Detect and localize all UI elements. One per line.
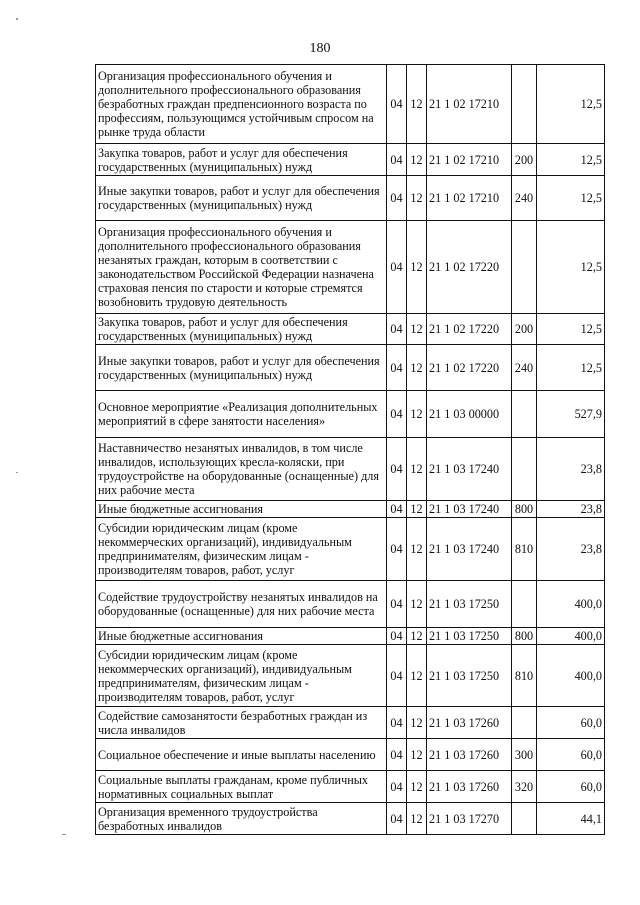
table-row — [96, 221, 605, 314]
row-subsection: 12 — [407, 645, 427, 707]
row-expense-type — [512, 707, 537, 739]
row-target-code: 21 1 03 17240 — [427, 501, 512, 518]
table-row — [96, 628, 605, 645]
row-expense-type: 320 — [512, 771, 537, 803]
row-subsection: 12 — [407, 345, 427, 391]
scan-mark-top — [16, 18, 18, 20]
row-section: 04 — [387, 221, 407, 314]
row-target-code: 21 1 03 17250 — [427, 581, 512, 628]
row-section: 04 — [387, 707, 407, 739]
row-sum: 23,8 — [537, 438, 605, 501]
table-row — [96, 645, 605, 707]
row-target-code: 21 1 02 17220 — [427, 314, 512, 345]
row-subsection: 12 — [407, 176, 427, 221]
row-sum: 12,5 — [537, 65, 605, 144]
row-sum: 44,1 — [537, 803, 605, 835]
row-target-code: 21 1 03 17250 — [427, 628, 512, 645]
row-expense-type: 240 — [512, 345, 537, 391]
scan-mark-bottom — [62, 834, 66, 835]
row-sum: 23,8 — [537, 518, 605, 581]
row-name: Организация профессионального обучения и дополнительного профессионального образования безработных граждан предпенсионного возраста по профессиям, пользующимся устойчивым спросом на рынке труда области — [96, 65, 387, 144]
row-expense-type — [512, 581, 537, 628]
row-target-code: 21 1 02 17220 — [427, 345, 512, 391]
row-subsection: 12 — [407, 707, 427, 739]
row-name: Иные закупки товаров, работ и услуг для обеспечения государственных (муниципальных) нужд — [96, 176, 387, 221]
row-section: 04 — [387, 645, 407, 707]
row-target-code: 21 1 03 17250 — [427, 645, 512, 707]
row-target-code: 21 1 02 17210 — [427, 144, 512, 176]
row-section: 04 — [387, 144, 407, 176]
row-subsection: 12 — [407, 739, 427, 771]
table-row — [96, 438, 605, 501]
row-name: Субсидии юридическим лицам (кроме некоммерческих организаций), индивидуальным предпринимателям, физическим лицам - производителям товаров, работ, услуг — [96, 645, 387, 707]
row-section: 04 — [387, 518, 407, 581]
row-expense-type — [512, 65, 537, 144]
row-section: 04 — [387, 628, 407, 645]
row-subsection: 12 — [407, 771, 427, 803]
row-target-code: 21 1 02 17210 — [427, 176, 512, 221]
row-sum: 12,5 — [537, 144, 605, 176]
row-name: Социальные выплаты гражданам, кроме публичных нормативных социальных выплат — [96, 771, 387, 803]
row-section: 04 — [387, 345, 407, 391]
row-name: Иные бюджетные ассигнования — [96, 501, 387, 518]
row-sum: 60,0 — [537, 739, 605, 771]
row-subsection: 12 — [407, 391, 427, 438]
row-expense-type: 200 — [512, 314, 537, 345]
row-name: Социальное обеспечение и иные выплаты населению — [96, 739, 387, 771]
table-row — [96, 65, 605, 144]
row-subsection: 12 — [407, 581, 427, 628]
row-target-code: 21 1 03 17260 — [427, 771, 512, 803]
row-sum: 527,9 — [537, 391, 605, 438]
row-expense-type — [512, 221, 537, 314]
row-name: Основное мероприятие «Реализация дополнительных мероприятий в сфере занятости населения» — [96, 391, 387, 438]
row-section: 04 — [387, 65, 407, 144]
row-expense-type: 800 — [512, 501, 537, 518]
row-name: Содействие трудоустройству незанятых инвалидов на оборудованные (оснащенные) для них рабочие места — [96, 581, 387, 628]
row-section: 04 — [387, 771, 407, 803]
row-name: Содействие самозанятости безработных граждан из числа инвалидов — [96, 707, 387, 739]
row-subsection: 12 — [407, 518, 427, 581]
row-sum: 60,0 — [537, 707, 605, 739]
row-target-code: 21 1 03 00000 — [427, 391, 512, 438]
scan-mark-middle — [16, 472, 18, 473]
budget-table — [95, 64, 605, 835]
table-row — [96, 518, 605, 581]
row-target-code: 21 1 02 17210 — [427, 65, 512, 144]
table-row — [96, 391, 605, 438]
row-sum: 12,5 — [537, 176, 605, 221]
row-subsection: 12 — [407, 314, 427, 345]
row-target-code: 21 1 03 17270 — [427, 803, 512, 835]
row-subsection: 12 — [407, 221, 427, 314]
row-subsection: 12 — [407, 628, 427, 645]
row-target-code: 21 1 03 17260 — [427, 707, 512, 739]
table-row — [96, 176, 605, 221]
row-target-code: 21 1 03 17240 — [427, 438, 512, 501]
row-section: 04 — [387, 391, 407, 438]
row-name: Организация профессионального обучения и дополнительного профессионального образования незанятых граждан, которым в соответствии с законодательством Российской Федерации назначена страховая пенсия по старости и которые стремятся возобновить трудовую деятельность — [96, 221, 387, 314]
row-sum: 12,5 — [537, 221, 605, 314]
row-sum: 23,8 — [537, 501, 605, 518]
table-row — [96, 707, 605, 739]
row-sum: 12,5 — [537, 314, 605, 345]
row-sum: 12,5 — [537, 345, 605, 391]
row-expense-type: 200 — [512, 144, 537, 176]
row-name: Наставничество незанятых инвалидов, в том числе инвалидов, использующих кресла-коляски, при трудоустройстве на оборудованные (оснащенные) для них рабочие места — [96, 438, 387, 501]
row-target-code: 21 1 03 17240 — [427, 518, 512, 581]
row-name: Закупка товаров, работ и услуг для обеспечения государственных (муниципальных) нужд — [96, 144, 387, 176]
row-expense-type: 800 — [512, 628, 537, 645]
table-row — [96, 501, 605, 518]
row-name: Субсидии юридическим лицам (кроме некоммерческих организаций), индивидуальным предпринимателям, физическим лицам - производителям товаров, работ, услуг — [96, 518, 387, 581]
row-expense-type: 240 — [512, 176, 537, 221]
row-expense-type — [512, 438, 537, 501]
page-number: 180 — [309, 41, 331, 56]
table-row — [96, 803, 605, 835]
row-name: Иные бюджетные ассигнования — [96, 628, 387, 645]
row-expense-type — [512, 391, 537, 438]
row-name: Закупка товаров, работ и услуг для обеспечения государственных (муниципальных) нужд — [96, 314, 387, 345]
table-row — [96, 581, 605, 628]
row-section: 04 — [387, 581, 407, 628]
row-sum: 400,0 — [537, 628, 605, 645]
row-section: 04 — [387, 739, 407, 771]
row-sum: 60,0 — [537, 771, 605, 803]
table-row — [96, 345, 605, 391]
table-row — [96, 144, 605, 176]
row-expense-type: 810 — [512, 518, 537, 581]
row-subsection: 12 — [407, 438, 427, 501]
row-section: 04 — [387, 501, 407, 518]
row-section: 04 — [387, 176, 407, 221]
row-subsection: 12 — [407, 501, 427, 518]
row-section: 04 — [387, 314, 407, 345]
table-row — [96, 771, 605, 803]
row-target-code: 21 1 03 17260 — [427, 739, 512, 771]
row-expense-type: 300 — [512, 739, 537, 771]
row-name: Иные закупки товаров, работ и услуг для обеспечения государственных (муниципальных) нужд — [96, 345, 387, 391]
row-subsection: 12 — [407, 65, 427, 144]
row-section: 04 — [387, 438, 407, 501]
row-subsection: 12 — [407, 803, 427, 835]
table-row — [96, 314, 605, 345]
table-row — [96, 739, 605, 771]
row-target-code: 21 1 02 17220 — [427, 221, 512, 314]
row-subsection: 12 — [407, 144, 427, 176]
row-expense-type — [512, 803, 537, 835]
row-sum: 400,0 — [537, 645, 605, 707]
row-sum: 400,0 — [537, 581, 605, 628]
row-section: 04 — [387, 803, 407, 835]
row-expense-type: 810 — [512, 645, 537, 707]
row-name: Организация временного трудоустройства безработных инвалидов — [96, 803, 387, 835]
